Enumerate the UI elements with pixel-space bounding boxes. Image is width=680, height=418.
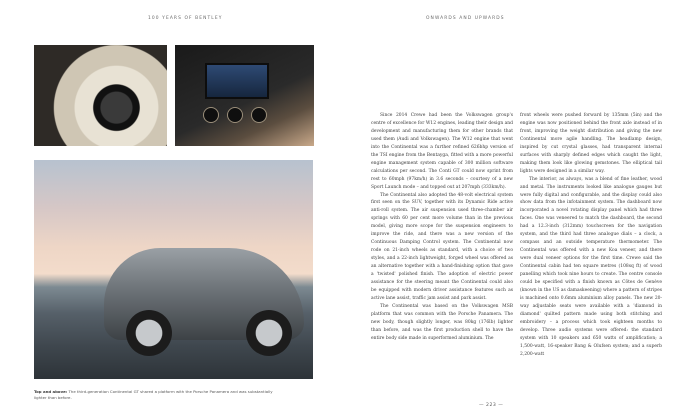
- running-header-right: ONWARDS AND UPWARDS: [426, 16, 505, 21]
- car-rear-wheel: [246, 310, 292, 356]
- text-column-1: [371, 112, 513, 343]
- paragraph: front wheels were pushed forward by 135mm (5in) and the engine was now positioned behind the front axle instead of in front, improving the weight distribution and giving the new Continental more agile handling. The headlamp design, inspired by cut crystal glasses, had transparent internal surfaces with sharply defined edges which caught the light, making them look like glowing gemstones. The elliptical tail lights were designed in a similar way.: [520, 113, 662, 174]
- paragraph: Since 2014 Crewe had been the Volkswagen group's centre of excellence for W12 engines, leading their design and development and manufacturing them for other brands that used them (Audi and Volkswagen). The W12 engine that went into the Continental was a further refined 626bhp version of the TSI engine from the Bentayga, fitted with a more powerful engine management system capable of 300 million software calculations per second. The Conti GT could now sprint from rest to 60mph (97km/h) in 3.6 seconds – courtesy of a new Sport Launch mode – and topped out at 207mph (333km/h).: [371, 113, 513, 190]
- dial-thermometer: [251, 107, 267, 123]
- dial-clock: [203, 107, 219, 123]
- running-header-left: 100 YEARS OF BENTLEY: [148, 16, 223, 21]
- photo-continental-gt-coast: [34, 160, 313, 379]
- paragraph: The Continental was based on the Volkswagen MSB platform that was common with the Porsche Panamera. The new body, though slightly longer, was 80kg (176lb) lighter than before, and was the first production shell to have the entire body side made in superformed aluminium. The: [371, 303, 513, 341]
- photo-steering-wheel: [34, 45, 167, 146]
- dial-compass: [227, 107, 243, 123]
- paragraph: The Continental also adopted the 48-volt electrical system first seen on the SUV, together with its Dynamic Ride active anti-roll system. The air suspension used three-chamber air springs with 60 per cent more volume than in the previous model, giving more scope for the suspension engineers to improve the ride, and there was a new version of the Continuous Damping Control system. The Continental now rode on 21-inch wheels as standard, with a choice of two styles, and a 22-inch lightweight, forged wheel was offered as an alternative together with a hand-finishing option that gave a 'twisted' polished finish. The adoption of electric power assistance for the steering meant the Continental could also be equipped with modern driver assistance features such as active lane assist, traffic jam assist and park assist.: [371, 192, 513, 301]
- car-front-wheel: [126, 310, 172, 356]
- caption-title: Top and above:: [34, 389, 68, 394]
- paragraph: The interior, as always, was a blend of fine leather, wood and metal. The instruments looked like analogue gauges but were fully digital and configurable, and the display could also show data from the infotainment system. The dashboard now incorporated a novel rotating display panel which had three faces. One was veneered to match the dashboard, the second had a 12.3-inch (312mm) touchscreen for the navigation system, and the third had three analogue dials – a clock, a compass and an outside temperature thermometer. The Continental was offered with a new Koa veneer, and there were dual veneer options for the first time. Crewe said the Continental cabin had ten square metres (108sq ft) of wood panelling which took nine hours to create. The centre console could be specified with a finish known as Côtes de Genève (known in the US as damaskeening) where a pattern of stripes is machined onto 0.6mm aluminium alloy panels. The new 20-way adjustable seats were available with a 'diamond in diamond' quilted pattern made using both stitching and embroidery – a process which took eighteen months to develop. Three audio systems were offered: the standard system with 10 speakers and 650 watts of amplification; a 1,500-watt, 16-speaker Bang & Olufsen system; and a superb 2,200-watt: [520, 176, 662, 357]
- photo-caption: [34, 389, 274, 402]
- photo-rotating-display: [175, 45, 314, 146]
- infotainment-screen: [205, 63, 269, 99]
- text-column-2: [520, 112, 662, 359]
- page-number: — 223 —: [479, 403, 504, 408]
- caption-text: The third-generation Continental GT shared a platform with the Porsche Panamera and was substantially lighter than before.: [34, 389, 273, 401]
